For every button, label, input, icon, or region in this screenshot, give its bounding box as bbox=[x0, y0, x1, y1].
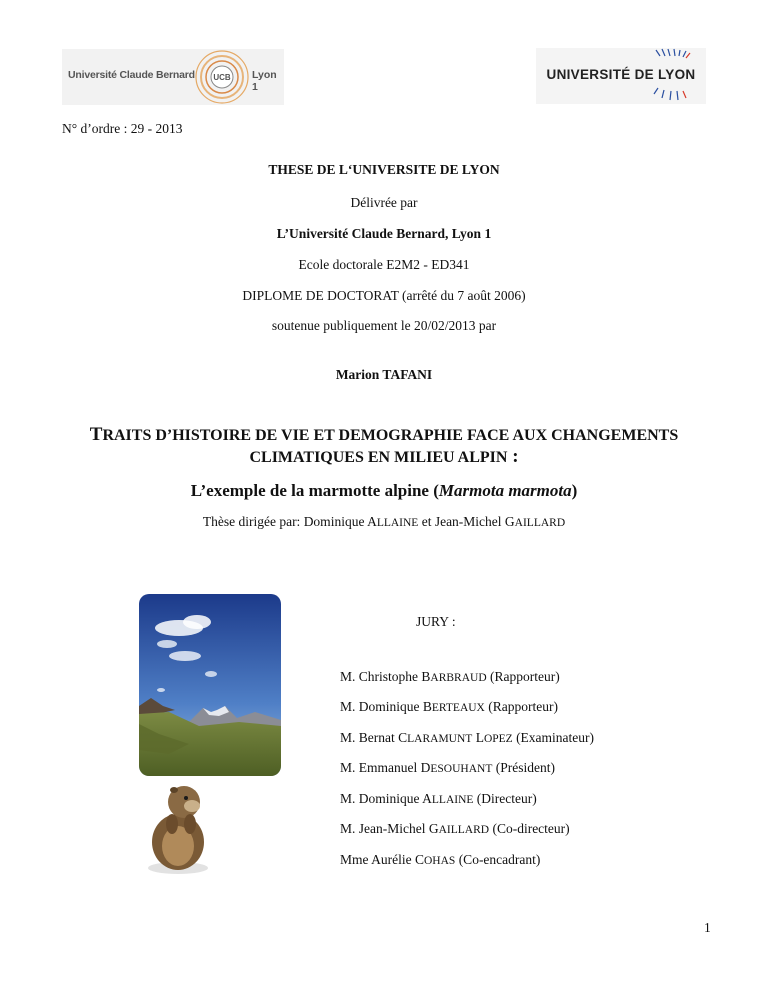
defense-date: soutenue publiquement le 20/02/2013 par bbox=[271, 318, 497, 333]
page-number: 1 bbox=[704, 920, 711, 935]
jury-member: M. Christophe BARBRAUD (Rapporteur) bbox=[340, 669, 560, 684]
ucbl-logo-text: Université Claude Bernard bbox=[68, 69, 195, 81]
jury-member: Mme Aurélie COHAS (Co-encadrant) bbox=[340, 852, 541, 867]
thesis-title bbox=[0, 424, 768, 468]
author-name: Marion TAFANI bbox=[335, 367, 433, 382]
marmot-image bbox=[138, 772, 218, 876]
order-number: N° d’ordre : 29 - 2013 bbox=[62, 121, 183, 136]
jury-member: M. Dominique ALLAINE (Directeur) bbox=[340, 791, 537, 806]
ucbl-emblem-icon bbox=[192, 49, 252, 105]
thesis-title-line-2: CLIMATIQUES EN MILIEU ALPIN : bbox=[249, 446, 519, 467]
diploma: DIPLOME DE DOCTORAT (arrêté du 7 août 2006) bbox=[242, 288, 526, 303]
doctoral-school: Ecole doctorale E2M2 - ED341 bbox=[298, 257, 470, 272]
ucbl-logo-text-lyon: Lyon 1 bbox=[252, 69, 277, 93]
svg-text:UCB: UCB bbox=[213, 73, 231, 82]
thesis-subtitle: L’exemple de la marmotte alpine (Marmota marmota) bbox=[190, 481, 578, 500]
udl-logo-text: UNIVERSITÉ DE LYON bbox=[546, 67, 696, 82]
jury-member: M. Bernat CLARAMUNT LOPEZ (Examinateur) bbox=[340, 730, 595, 745]
university-name: L’Université Claude Bernard, Lyon 1 bbox=[276, 226, 492, 241]
thesis-title-line-1: TRAITS D’HISTOIRE DE VIE ET DEMOGRAPHIE FACE AUX CHANGEMENTS bbox=[89, 424, 679, 445]
alpine-landscape-photo bbox=[139, 594, 281, 776]
jury-member: M. Jean-Michel GAILLARD (Co-directeur) bbox=[340, 821, 570, 836]
jury-member: M. Emmanuel DESOUHANT (Président) bbox=[340, 760, 555, 775]
universite-de-lyon-logo bbox=[536, 48, 706, 104]
thesis-heading: THESE DE L‘UNIVERSITE DE LYON bbox=[268, 162, 500, 177]
thesis-directors: Thèse dirigée par: Dominique ALLAINE et Jean-Michel GAILLARD bbox=[202, 514, 566, 529]
delivered-by: Délivrée par bbox=[350, 195, 418, 210]
jury-label: JURY : bbox=[416, 614, 456, 629]
jury-member: M. Dominique BERTEAUX (Rapporteur) bbox=[340, 699, 558, 714]
ucbl-logo bbox=[62, 49, 284, 105]
